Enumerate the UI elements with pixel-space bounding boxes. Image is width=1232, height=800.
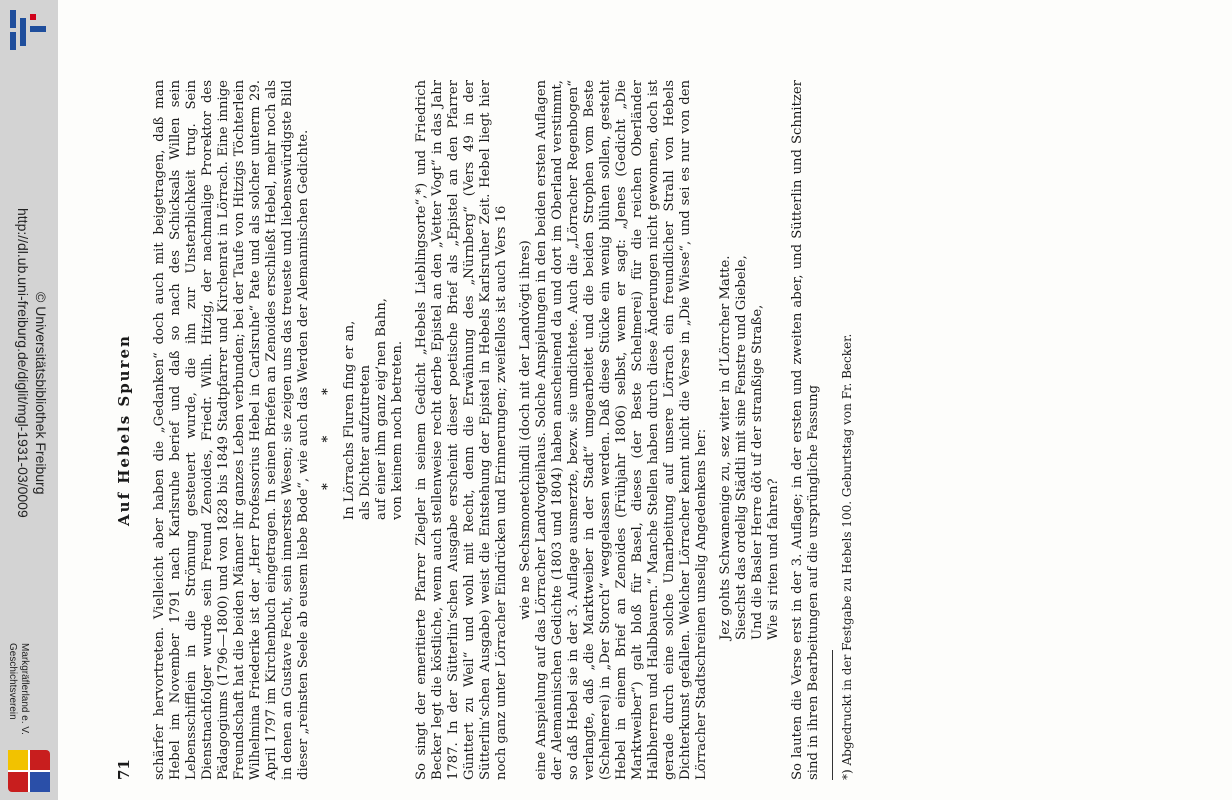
society-line-1: Geschichtsverein xyxy=(7,643,18,720)
footnote-rule xyxy=(832,650,833,780)
verse-line: Sieschst das ordelig Städtli mit sine Fenstre und Giebele, xyxy=(734,255,749,640)
verse-line: auf einer ihm ganz eig’nen Bahn, xyxy=(374,298,389,520)
verse-line: Jez gohts Schwanenige zu, sez witer in d’Lörrcher Matte. xyxy=(718,255,733,640)
section-break: * * * xyxy=(320,370,335,490)
verse-line: Und die Basler Herre döt uf der stranßige Straße, xyxy=(750,304,765,640)
society-label xyxy=(0,0,58,800)
verse-line: Wie si riten und fahren? xyxy=(766,478,781,640)
document-url[interactable]: http://dl.ub.uni-freiburg.de/diglit/mgl-1931-03/0009 xyxy=(15,208,31,518)
paragraph-3: eine Anspielung auf das Lörracher Landvogteihaus. Solche Anspielungen in den beiden ersten Auflagen der Alemannischen Gedichte (1803 und 1804) haben anscheinend da und dort im Oberland verstimmt, so daß Hebel sie in der 3. Auflage ausmerzte, bezw. sie umdichtete. Auch die „Lörracher Regenbogen“ verlangte, daß „die Marktweiber in der Stadt“ umgearbeitet und die beiden Strophen vom Beste (Schelmerei) in „Der Storch“ weggelassen werden. Daß diese Stücke ein wenig blühen sollen, gesteht Hebel in einem Brief an Zenoides (Frühjahr 1806) selbst, wenn er sagt: „Jenes (Gedicht „Die Marktweiber“) galt bloß für Basel, dieses (der Beste Schelmerei) für die reichen Oberländer Halbherren und Halbbauern.“ Manche Stellen haben durch diese Änderungen nicht gewonnen, doch ist gerade durch eine solche Umarbeitung auf unsere Lörrach ein freundlicher Strahl von Hebels Dichterkunst gefallen. Welcher Lörracher kennt nicht die Verse in „Die Wiese“, und sei es nur von den Lörracher Stadtschreinen unselig Angedenkens her: xyxy=(534,80,709,780)
verse-line: von keinem noch betreten. xyxy=(390,340,405,520)
society-line-2: Markgräflerland e. V. xyxy=(19,643,30,735)
page-body xyxy=(152,80,1162,780)
scanned-page xyxy=(58,0,1232,800)
quoted-verse-line: wie ne Sechsmonetchindli (doch nit der Landvögti ihres) xyxy=(518,240,533,620)
page-number: 71 xyxy=(115,759,133,780)
copyright-notice: © Universitätsbibliothek Freiburg xyxy=(33,292,49,495)
verse-line: In Lörrachs Fluren fing er an, xyxy=(342,320,357,520)
page-header xyxy=(116,80,140,780)
verse-block-1 xyxy=(342,80,406,520)
paragraph-1: schärfer hervortreten. Vielleicht aber haben die „Gedanken“ doch auch mit beigetragen, daß man Hebel im November 1791 nach Karlsruhe berief und daß so nach des Schicksals Willen sein Lebensschifflein in die Strömung gesteuert wurde, die ihn zur Unsterblichkeit trug. Sein Dienstnachfolger wurde sein Freund Zenoides, Friedr. Wilh. Hitzig, der nachmalige Prorektor des Pädagogiums (1796—1800) und von 1828 bis 1849 Stadtpfarrer und Kirchenrat in Lörrach. Eine innige Freundschaft hat die beiden Männer ihr ganzes Leben verbunden; bei der Taufe von Hitzigs Töchterlein Wilhelmina Friederike ist der „Herr Professorius Hebel in Carlsruhe“ Pate und als solcher unterm 29. April 1797 im Kirchenbuch eingetragen. In seinen Briefen an Zenoides erschließt Hebel, mehr noch als in denen an Gustave Fecht, sein innerstes Wesen; sie zeigen uns das treueste und liebenswürdigste Bild dieser „reinsten Seele ab eusem liebe Bode“, wie auch das Werden der Alemannischen Gedichte. xyxy=(152,80,311,780)
running-title: Auf Hebels Spuren xyxy=(115,334,133,526)
verse-line: als Dichter aufzutreten xyxy=(358,365,373,520)
paragraph-2: So singt der emeritierte Pfarrer Ziegler in seinem Gedicht „Hebels Lieblingsorte“,*) und Friedrich Becker legt die köstliche, wenn auch stellenweise recht derbe Epistel an den „Vetter Vogt“ in das Jahr 1787. In der Sütterlin’schen Ausgabe erscheint dieser poetische Brief als „Epistel an den Pfarrer Günttert zu Weil“ und wohl mit Recht, denn die Erwähnung des „Nürnberg“ (Vers 49 in der Sütterlin’schen Ausgabe) weist die Entstehung der Epistel in Hebels Karlsruher Zeit. Hebel liegt hier noch ganz unter Lörracher Eindrücken und Erinnerungen; zweifellos ist auch Vers 16 xyxy=(414,80,509,780)
footnote: *) Abgedruckt in der Festgabe zu Hebels 100. Geburtstag von Fr. Becker. xyxy=(840,333,854,780)
verse-block-2 xyxy=(718,80,782,640)
paragraph-4: So lauten die Verse erst in der 3. Auflage; in der ersten und zweiten aber, und Sütterlin und Schnitzer sind in ihren Bearbeitungen auf die ursprüngliche Fassung xyxy=(790,80,821,780)
rotated-page-content xyxy=(58,0,1232,800)
